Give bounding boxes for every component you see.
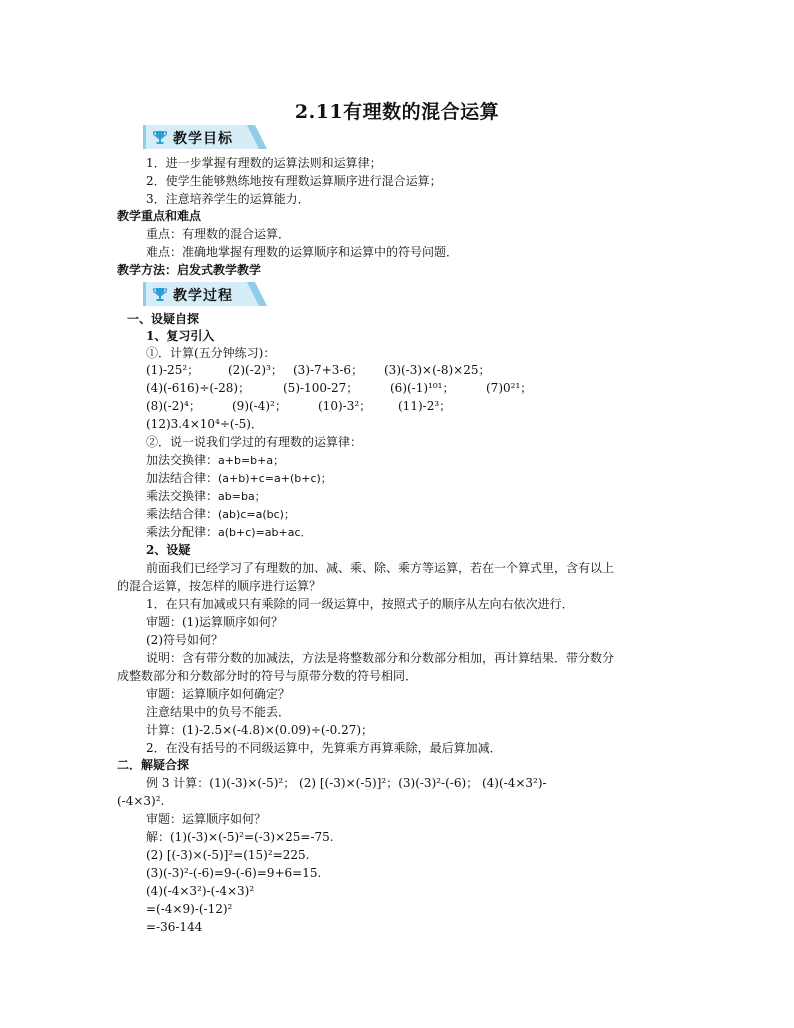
calc-intro: ①．计算(五分钟练习)：	[146, 346, 276, 360]
calc-item: (3)(-3)×(-8)×25；	[384, 363, 491, 377]
page-title: 2.11有理数的混合运算	[294, 101, 500, 123]
law-formula: a+b=b+a；	[218, 454, 285, 467]
law-name: 加法结合律：	[146, 471, 219, 485]
calc-item: (9)(-4)²；	[232, 399, 287, 413]
law-row	[146, 506, 295, 523]
goal-2: 2．使学生能够熟练地按有理数运算顺序进行混合运算；	[146, 174, 442, 188]
law-formula: ab=ba；	[218, 490, 266, 503]
review-question: 审题：运算顺序如何确定？	[146, 687, 291, 701]
section-1-heading: 一、设疑自探	[127, 312, 200, 326]
calc-item: (10)-3²；	[318, 399, 372, 413]
subsection-question: 2、设疑	[146, 543, 191, 557]
solution-line: (4)(-4×3²)-(-4×3)²	[146, 884, 255, 898]
example-3-line: 例 3 计算：(1)(-3)×(-5)²； (2) [(-3)×(-5)]²；(3)(-3)²-(-6)； (4)(-4×3²)-	[146, 776, 547, 790]
law-row	[146, 488, 266, 505]
laws-intro: ②．说一说我们学过的有理数的运算律：	[146, 435, 363, 449]
calc-item: (1)-25²；	[146, 363, 200, 377]
review-question: 审题：(1)运算顺序如何？	[146, 615, 283, 629]
subsection-review: 1、复习引入	[146, 329, 215, 343]
calc-item: (6)(-1)¹⁰¹；	[390, 381, 455, 395]
banner-label: 教学过程	[173, 288, 233, 304]
section-2-heading: 二．解疑合探	[117, 758, 190, 772]
calc-item: (8)(-2)⁴；	[146, 399, 201, 413]
warning-text: 注意结果中的负号不能丢．	[146, 705, 291, 719]
calc-exercise: 计算：(1)-2.5×(-4.8)×(0.09)÷(-0.27)；	[146, 723, 374, 737]
note-line: 说明：含有带分数的加减法，方法是将整数部分和分数部分相加，再计算结果．带分数分	[146, 651, 615, 665]
review-question: (2)符号如何？	[146, 633, 223, 647]
difficulty: 难点：准确地掌握有理数的运算顺序和运算中的符号问题．	[146, 245, 459, 259]
law-row	[146, 524, 312, 541]
calc-item: (12)3.4×10⁴÷(-5)．	[146, 417, 263, 431]
solution-line: (3)(-3)²-(-6)=9-(-6)=9+6=15.	[146, 866, 322, 880]
calc-item: (7)0²¹；	[486, 381, 533, 395]
law-name: 乘法分配律：	[146, 525, 219, 539]
rule-2: 2．在没有括号的不同级运算中，先算乘方再算乘除，最后算加减．	[146, 741, 502, 755]
law-formula: a(b+c)=ab+ac．	[218, 526, 312, 539]
law-name: 加法交换律：	[146, 453, 219, 467]
goal-1: 1．进一步掌握有理数的运算法则和运算律；	[146, 156, 382, 170]
law-name: 乘法结合律：	[146, 507, 219, 521]
paragraph-line: 前面我们已经学习了有理数的加、减、乘、除、乘方等运算，若在一个算式里，含有以上	[146, 561, 615, 575]
solution-line: (2) [(-3)×(-5)]²=(15)²=225.	[146, 848, 310, 862]
key-point: 重点：有理数的混合运算．	[146, 227, 291, 241]
teaching-method: 教学方法：启发式教学教学	[117, 263, 262, 277]
calc-item: (2)(-2)³；	[228, 363, 283, 377]
banner-label: 教学目标	[173, 131, 233, 147]
trophy-icon	[152, 286, 168, 302]
law-formula: (a+b)+c=a+(b+c)；	[218, 472, 332, 485]
law-row	[146, 470, 332, 487]
calc-item: (3)-7+3-6；	[293, 363, 364, 377]
goal-3: 3．注意培养学生的运算能力．	[146, 192, 310, 206]
calc-item: (11)-2³；	[398, 399, 452, 413]
solution-line: 解：(1)(-3)×(-5)²=(-3)×25=-75.	[146, 830, 334, 844]
solution-line: =-36-144	[146, 920, 203, 934]
example-3-line: (-4×3)².	[117, 794, 165, 808]
section-banner-goals	[143, 125, 265, 149]
section-banner-process	[143, 282, 265, 306]
calc-item: (5)-100-27；	[283, 381, 359, 395]
trophy-icon	[152, 129, 168, 145]
paragraph-line: 的混合运算，按怎样的顺序进行运算？	[117, 579, 322, 593]
calc-item: (4)(-616)÷(-28)；	[146, 381, 251, 395]
review-question: 审题：运算顺序如何？	[146, 812, 267, 826]
note-line: 成整数部分和分数部分时的符号与原带分数的符号相同．	[117, 669, 418, 683]
rule-1: 1．在只有加减或只有乘除的同一级运算中，按照式子的顺序从左向右依次进行．	[146, 597, 574, 611]
law-name: 乘法交换律：	[146, 489, 219, 503]
law-formula: (ab)c=a(bc)；	[218, 508, 295, 521]
key-heading: 教学重点和难点	[117, 209, 202, 223]
solution-line: =(-4×9)-(-12)²	[146, 902, 233, 916]
law-row	[146, 452, 284, 469]
